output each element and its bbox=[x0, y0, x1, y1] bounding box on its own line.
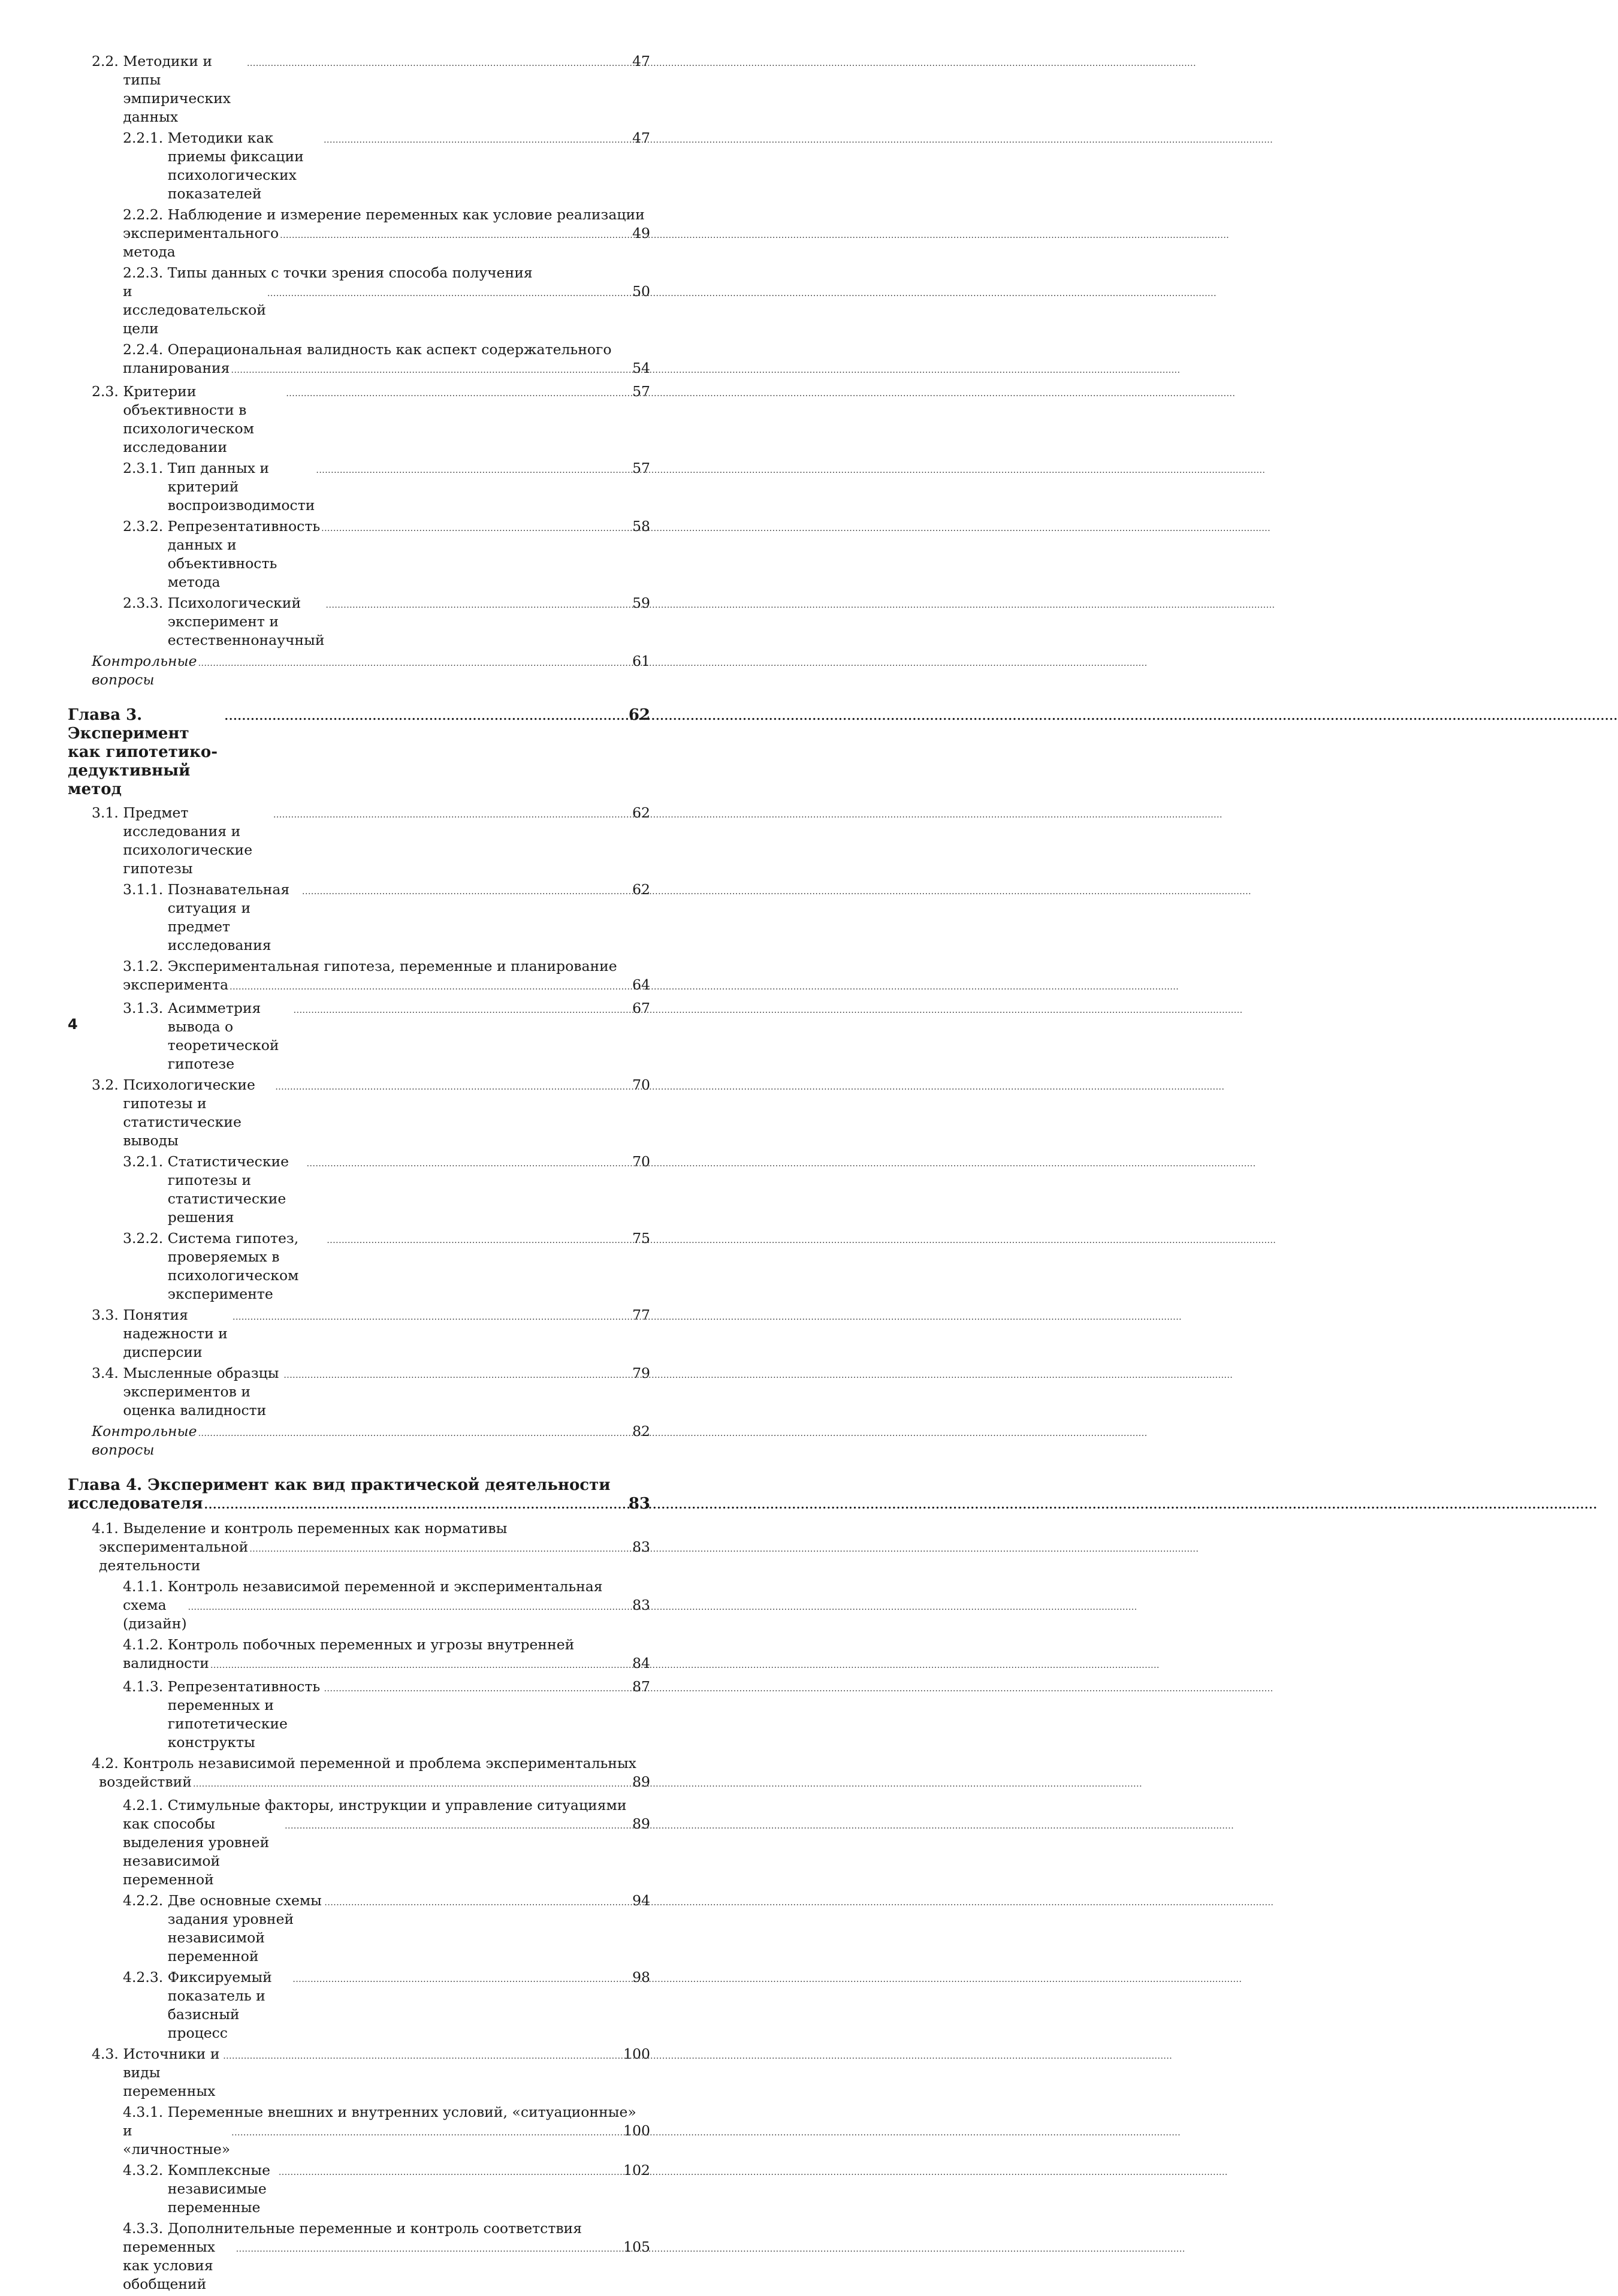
toc-entry-page: 87 bbox=[632, 1678, 650, 1695]
toc-entry-number: 4.1. bbox=[92, 1520, 123, 1537]
toc-entry-number: 2.2.4. bbox=[123, 341, 168, 358]
toc-entry-line bbox=[123, 206, 650, 224]
toc-questions-entry[interactable] bbox=[68, 652, 650, 689]
toc-leader-dots bbox=[267, 285, 631, 303]
toc-entry-number: 2.3. bbox=[92, 383, 123, 400]
toc-entry[interactable] bbox=[68, 1229, 650, 1304]
toc-entry-number: 4.2.1. bbox=[123, 1797, 168, 1814]
toc-entry-page: 98 bbox=[632, 1969, 650, 1986]
toc-entry-page: 47 bbox=[632, 53, 650, 70]
toc-entry-title: планирования bbox=[123, 360, 230, 376]
toc-entry-line bbox=[123, 1815, 650, 1889]
toc-entry-page: 57 bbox=[632, 383, 650, 400]
toc-entry-page: 62 bbox=[632, 881, 650, 898]
toc-entry-title: переменных как условия обобщений bbox=[123, 2238, 215, 2292]
toc-entry-title: Психологический эксперимент и естественнонаучный bbox=[167, 595, 325, 648]
toc-entry-page: 50 bbox=[632, 283, 650, 300]
toc-entry-line bbox=[123, 1596, 650, 1633]
page-number: 4 bbox=[68, 1016, 78, 1033]
toc-entry-title: Познавательная ситуация и предмет исследования bbox=[167, 881, 290, 954]
toc-entry-page: 83 bbox=[628, 1495, 650, 1513]
toc-entry-line bbox=[123, 340, 650, 359]
toc-entry[interactable] bbox=[68, 206, 650, 261]
toc-entry-page: 70 bbox=[632, 1076, 650, 1093]
toc-entry-line bbox=[123, 957, 650, 976]
toc-entry[interactable] bbox=[68, 517, 650, 592]
toc-leader-dots bbox=[247, 55, 631, 73]
toc-entry-number: 3.2. bbox=[92, 1076, 123, 1093]
toc-chapter-entry[interactable] bbox=[68, 706, 650, 799]
toc-entry-page: 100 bbox=[623, 2122, 650, 2139]
toc-leader-dots bbox=[324, 1680, 632, 1698]
toc-entry-number: 3.1. bbox=[92, 804, 123, 821]
toc-entry-title-line1: Контроль независимой переменной и проблема экспериментальных bbox=[123, 1755, 636, 1772]
toc-entry[interactable] bbox=[68, 594, 650, 650]
toc-entry-line bbox=[123, 2219, 650, 2238]
toc-leader-dots bbox=[275, 1078, 631, 1097]
toc-leader-dots bbox=[279, 2164, 622, 2182]
toc-entry[interactable] bbox=[68, 1076, 650, 1150]
toc-entry-number: 4.3.3. bbox=[123, 2220, 168, 2237]
toc-leader-dots bbox=[327, 1232, 631, 1250]
toc-entry-page: 79 bbox=[632, 1365, 650, 1381]
toc-entry-title-line1: Выделение и контроль переменных как нормативы bbox=[123, 1520, 508, 1537]
toc-entry-number: 2.2. bbox=[92, 53, 123, 70]
toc-chapter-entry[interactable] bbox=[68, 1476, 650, 1514]
toc-entry-title: Статистические гипотезы и статистические решения bbox=[167, 1153, 289, 1226]
toc-entry-page: 89 bbox=[632, 1773, 650, 1790]
toc-leader-dots bbox=[223, 2047, 622, 2066]
toc-entry-title: Комплексные независимые переменные bbox=[167, 2162, 270, 2216]
toc-entry-number: 4.1.2. bbox=[123, 1636, 168, 1653]
toc-entry-title: и исследовательской цели bbox=[123, 283, 266, 337]
toc-entry-title: Система гипотез, проверяемых в психологическом эксперименте bbox=[167, 1230, 299, 1302]
toc-entry-number: 3.4. bbox=[92, 1365, 123, 1381]
toc-leader-dots bbox=[294, 1001, 631, 1020]
toc-entry[interactable] bbox=[68, 264, 650, 338]
toc-leader-dots bbox=[231, 2124, 622, 2143]
toc-entry-page: 54 bbox=[632, 360, 650, 376]
toc-entry-number: 4.3.1. bbox=[123, 2104, 168, 2120]
toc-leader-dots bbox=[307, 1155, 631, 1173]
toc-entry-page: 75 bbox=[632, 1230, 650, 1247]
toc-entry-page: 62 bbox=[632, 804, 650, 821]
toc-entry[interactable] bbox=[68, 459, 650, 515]
toc-entry-title: эксперимента bbox=[123, 976, 229, 993]
toc-entry-title: воздействий bbox=[99, 1773, 192, 1790]
toc-entry-title: Критерии объективности в психологическом исследовании bbox=[123, 383, 254, 455]
toc-entry-line bbox=[68, 1538, 650, 1575]
toc-leader-dots bbox=[225, 707, 627, 726]
toc-leader-dots bbox=[321, 520, 631, 538]
toc-entry-number: 4.2. bbox=[92, 1755, 123, 1772]
toc-entry-title: исследователя bbox=[68, 1495, 203, 1513]
toc-entry-number: 3.3. bbox=[92, 1307, 123, 1323]
toc-entry-number: 2.3.1. bbox=[123, 460, 168, 476]
toc-leader-dots bbox=[204, 1496, 627, 1514]
toc-entry[interactable] bbox=[68, 2045, 650, 2101]
toc-entry[interactable] bbox=[68, 340, 650, 380]
toc-entry[interactable] bbox=[68, 1968, 650, 2042]
toc-entry[interactable] bbox=[68, 957, 650, 997]
toc-entry-title: Понятия надежности и дисперсии bbox=[123, 1307, 228, 1360]
toc-entry-number: 3.1.1. bbox=[123, 881, 168, 898]
toc-leader-dots bbox=[283, 1366, 631, 1385]
toc-entry-page: 83 bbox=[632, 1597, 650, 1613]
toc-leader-dots bbox=[273, 806, 631, 825]
toc-entry-number: 3.2.1. bbox=[123, 1153, 168, 1170]
toc-leader-dots bbox=[210, 1657, 631, 1675]
toc-questions-entry[interactable] bbox=[68, 1422, 650, 1459]
toc-entry-title-line1: Операциональная валидность как аспект содержательного bbox=[167, 341, 612, 358]
toc-entry[interactable] bbox=[68, 52, 650, 126]
toc-entry-page: 94 bbox=[632, 1892, 650, 1909]
toc-entry-title: Глава 3. Эксперимент как гипотетико-дедуктивный метод bbox=[68, 706, 218, 798]
toc-entry-title: Методики как приемы фиксации психологических показателей bbox=[167, 129, 304, 202]
toc-entry-number: 2.3.2. bbox=[123, 518, 168, 535]
toc-entry-title-line1: Контроль побочных переменных и угрозы внутренней bbox=[167, 1636, 575, 1653]
toc-entry-page: 84 bbox=[632, 1655, 650, 1672]
toc-entry-title-line1: Экспериментальная гипотеза, переменные и планирование bbox=[167, 958, 617, 974]
toc-entry-title: экспериментальной деятельности bbox=[99, 1538, 249, 1574]
toc-entry-page: 102 bbox=[623, 2162, 650, 2179]
toc-entry-title: Репрезентативность переменных и гипотетические конструкты bbox=[167, 1678, 321, 1751]
toc-entry-page: 62 bbox=[628, 706, 650, 724]
toc-entry-number: 2.2.2. bbox=[123, 206, 168, 223]
toc-entry[interactable] bbox=[68, 129, 650, 203]
toc-entry-line bbox=[68, 1773, 650, 1794]
toc-entry-number: 4.2.3. bbox=[123, 1969, 168, 1986]
toc-entry-title: Контрольные вопросы bbox=[92, 653, 197, 688]
toc-entry-page: 70 bbox=[632, 1153, 650, 1170]
toc-leader-dots bbox=[286, 385, 631, 403]
toc-leader-dots bbox=[292, 1971, 631, 1989]
toc-leader-dots bbox=[198, 1425, 632, 1443]
toc-leader-dots bbox=[231, 361, 632, 380]
toc-entry[interactable] bbox=[68, 1519, 650, 1575]
toc-entry-title: Предмет исследования и психологические гипотезы bbox=[123, 804, 253, 877]
toc-entry-title: валидности bbox=[123, 1655, 209, 1672]
toc-leader-dots bbox=[280, 227, 631, 245]
toc-entry-title-line1: Контроль независимой переменной и экспериментальная bbox=[167, 1578, 603, 1595]
toc-entry-line bbox=[68, 1495, 650, 1514]
toc-entry-page: 49 bbox=[632, 225, 650, 242]
toc-entry-line bbox=[123, 2238, 650, 2294]
toc-entry-title: Две основные схемы задания уровней независимой переменной bbox=[167, 1892, 322, 1965]
toc-entry-title: Фиксируемый показатель и базисный процесс bbox=[167, 1969, 272, 2041]
toc-entry-line bbox=[123, 1577, 650, 1596]
toc-entry-title-line1: Наблюдение и измерение переменных как условие реализации bbox=[167, 206, 645, 223]
toc-entry-number: 3.1.2. bbox=[123, 958, 168, 974]
toc-entry-line bbox=[123, 264, 650, 282]
toc-entry-title: Методики и типы эмпирических данных bbox=[123, 53, 231, 125]
toc-entry[interactable] bbox=[68, 880, 650, 955]
toc-leader-dots bbox=[233, 1308, 631, 1327]
toc-entry[interactable] bbox=[68, 2161, 650, 2217]
toc-leader-dots bbox=[285, 1817, 631, 1836]
toc-entry-line bbox=[123, 1654, 650, 1675]
toc-entry-number: 4.3. bbox=[92, 2045, 123, 2062]
toc-leader-dots bbox=[324, 1894, 631, 1912]
toc-entry[interactable] bbox=[68, 1796, 650, 1889]
toc-leader-dots bbox=[316, 461, 631, 480]
toc-entry-line bbox=[123, 2122, 650, 2159]
toc-entry-line bbox=[92, 1754, 650, 1773]
toc-entry[interactable] bbox=[68, 1754, 650, 1794]
toc-entry-number: 3.1.3. bbox=[123, 1000, 168, 1016]
toc-entry-title: схема (дизайн) bbox=[123, 1597, 187, 1632]
table-of-contents bbox=[68, 52, 650, 2296]
toc-entry-page: 67 bbox=[632, 1000, 650, 1016]
toc-entry-title: Асимметрия вывода о теоретической гипотезе bbox=[167, 1000, 279, 1072]
toc-entry-page: 61 bbox=[632, 653, 650, 669]
toc-entry-title: Мысленные образцы экспериментов и оценка валидности bbox=[123, 1365, 279, 1419]
toc-entry-line bbox=[123, 224, 650, 261]
toc-entry-line bbox=[123, 2103, 650, 2122]
toc-leader-dots bbox=[193, 1775, 631, 1794]
toc-entry-number: 3.2.2. bbox=[123, 1230, 168, 1247]
toc-entry[interactable] bbox=[68, 999, 650, 1073]
toc-entry-title: и «личностные» bbox=[123, 2122, 231, 2158]
toc-entry-page: 83 bbox=[632, 1538, 650, 1555]
toc-leader-dots bbox=[302, 883, 631, 901]
toc-entry-title: Источники и виды переменных bbox=[123, 2045, 220, 2099]
toc-entry-page: 105 bbox=[623, 2238, 650, 2255]
toc-entry-title-line1: Стимульные факторы, инструкции и управление ситуациями bbox=[167, 1797, 627, 1814]
toc-entry-page: 77 bbox=[632, 1307, 650, 1323]
toc-entry-number: 2.2.1. bbox=[123, 129, 168, 146]
toc-entry-page: 100 bbox=[623, 2045, 650, 2062]
toc-entry-title-line1: Глава 4. Эксперимент как вид практической деятельности bbox=[68, 1476, 611, 1494]
toc-entry-line bbox=[123, 359, 650, 380]
toc-entry[interactable] bbox=[68, 2103, 650, 2159]
toc-entry-line bbox=[92, 1519, 650, 1538]
toc-entry[interactable] bbox=[68, 1364, 650, 1420]
toc-entry-title: как способы выделения уровней независимой переменной bbox=[123, 1815, 270, 1888]
toc-leader-dots bbox=[198, 654, 632, 673]
toc-entry-title-line1: Типы данных с точки зрения способа получения bbox=[167, 264, 533, 281]
toc-entry-title-line1: Дополнительные переменные и контроль соответствия bbox=[167, 2220, 582, 2237]
toc-entry-line bbox=[123, 976, 650, 997]
toc-entry-number: 2.2.3. bbox=[123, 264, 168, 281]
toc-entry-title-line1: Переменные внешних и внутренних условий, «ситуационные» bbox=[167, 2104, 636, 2120]
toc-entry-line bbox=[123, 282, 650, 338]
toc-entry-page: 57 bbox=[632, 460, 650, 476]
toc-entry-page: 58 bbox=[632, 518, 650, 535]
toc-entry[interactable] bbox=[68, 1152, 650, 1227]
toc-leader-dots bbox=[249, 1540, 631, 1559]
toc-entry[interactable] bbox=[68, 382, 650, 457]
toc-leader-dots bbox=[230, 978, 631, 997]
toc-entry-number: 4.1.3. bbox=[123, 1678, 168, 1695]
toc-leader-dots bbox=[324, 131, 631, 150]
toc-entry-title: Психологические гипотезы и статистические выводы bbox=[123, 1076, 255, 1149]
toc-entry-title: Репрезентативность данных и объективность метода bbox=[167, 518, 321, 590]
toc-leader-dots bbox=[236, 2240, 622, 2259]
toc-entry[interactable] bbox=[68, 1678, 650, 1752]
toc-entry-number: 4.3.2. bbox=[123, 2162, 168, 2179]
toc-entry-page: 47 bbox=[632, 129, 650, 146]
toc-leader-dots bbox=[326, 596, 632, 615]
toc-entry-page: 59 bbox=[632, 595, 650, 611]
toc-entry[interactable] bbox=[68, 804, 650, 878]
toc-entry-page: 89 bbox=[632, 1815, 650, 1832]
toc-entry-number: 2.3.3. bbox=[123, 595, 168, 611]
toc-entry-line bbox=[68, 1476, 650, 1495]
toc-entry-line bbox=[123, 1796, 650, 1815]
toc-entry-page: 64 bbox=[632, 976, 650, 993]
toc-entry-page: 82 bbox=[632, 1423, 650, 1440]
toc-entry[interactable] bbox=[68, 2219, 650, 2294]
toc-entry-number: 4.2.2. bbox=[123, 1892, 168, 1909]
toc-entry-title: Контрольные вопросы bbox=[92, 1423, 197, 1458]
toc-entry[interactable] bbox=[68, 1891, 650, 1966]
toc-entry[interactable] bbox=[68, 1577, 650, 1633]
toc-entry-title: Тип данных и критерий воспроизводимости bbox=[167, 460, 315, 514]
toc-entry-number: 4.1.1. bbox=[123, 1578, 168, 1595]
toc-entry[interactable] bbox=[68, 1636, 650, 1675]
toc-entry[interactable] bbox=[68, 1306, 650, 1362]
toc-leader-dots bbox=[188, 1598, 631, 1617]
toc-entry-line bbox=[123, 1636, 650, 1654]
toc-entry-title: экспериментального метода bbox=[123, 225, 279, 260]
